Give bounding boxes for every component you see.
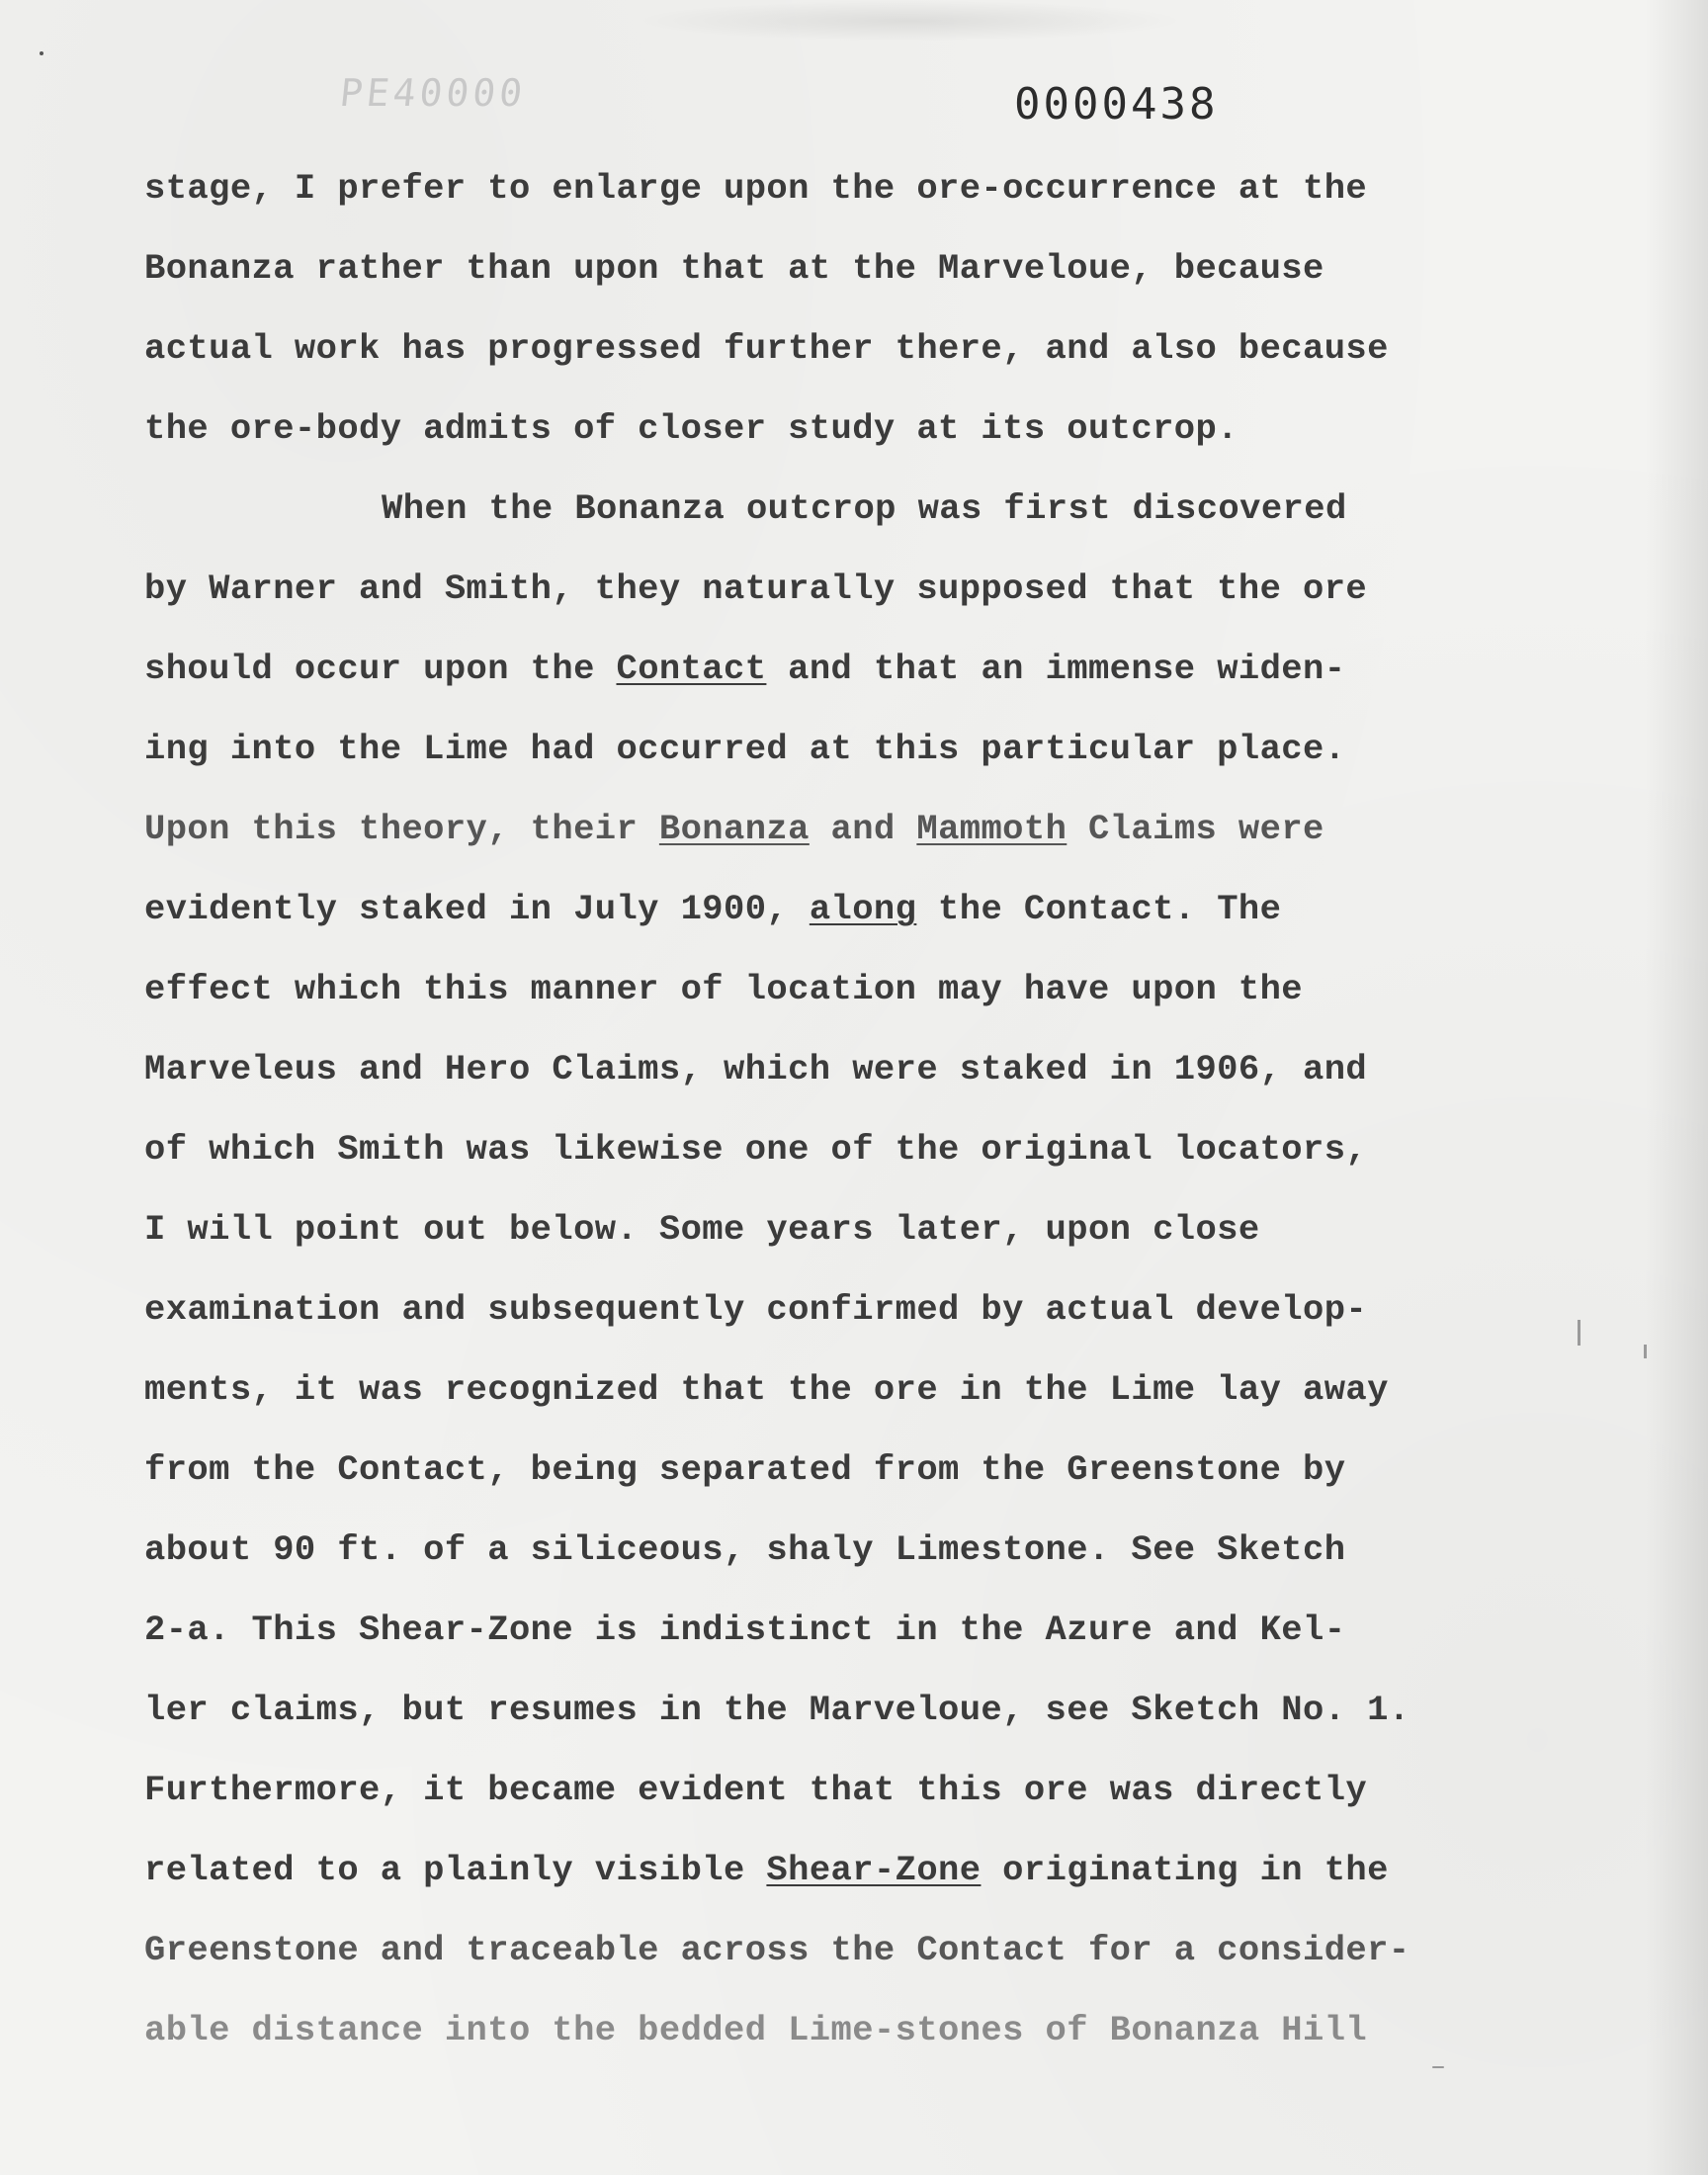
underlined-term: Contact [616, 649, 767, 689]
text-segment: related to a plainly visible [144, 1850, 767, 1890]
text-line [144, 1269, 1568, 1349]
text-segment: ler claims, but resumes in the Marveloue, see Sketch No. 1. [144, 1690, 1410, 1730]
text-segment: Greenstone and traceable across the Contact for a consider- [144, 1930, 1410, 1970]
document-number: 0000438 [1014, 79, 1219, 130]
faint-stamp: PE40000 [337, 71, 529, 115]
text-segment: ing into the Lime had occurred at this particular place. [144, 729, 1346, 769]
text-segment: and [809, 809, 917, 849]
scan-smudge [633, 0, 1186, 42]
text-line [144, 709, 1568, 789]
text-segment: I will point out below. Some years later, upon close [144, 1209, 1260, 1250]
text-segment: about 90 ft. of a siliceous, shaly Limestone. See Sketch [144, 1529, 1346, 1570]
text-segment: the Contact. The [916, 889, 1282, 929]
text-line [144, 549, 1568, 629]
text-segment: by Warner and Smith, they naturally supposed that the ore [144, 568, 1368, 609]
text-line [144, 1670, 1568, 1750]
underlined-term: along [809, 889, 917, 929]
text-line [144, 148, 1568, 228]
text-line [144, 1189, 1568, 1269]
text-segment: ments, it was recognized that the ore in the Lime lay away [144, 1369, 1389, 1410]
text-line [144, 869, 1568, 949]
text-line [144, 1510, 1568, 1590]
text-line [144, 1990, 1568, 2070]
text-segment: Marveleus and Hero Claims, which were staked in 1906, and [144, 1049, 1368, 1089]
text-segment: of which Smith was likewise one of the original locators, [144, 1129, 1368, 1170]
underlined-term: Mammoth [916, 809, 1068, 849]
text-segment: 2-a. This Shear-Zone is indistinct in the Azure and Kel- [144, 1610, 1346, 1650]
text-line [144, 629, 1568, 709]
text-segment: from the Contact, being separated from the Greenstone by [144, 1449, 1346, 1490]
margin-tick-mark [1578, 1320, 1580, 1346]
text-line [144, 1750, 1568, 1830]
text-line [144, 949, 1568, 1029]
text-segment: effect which this manner of location may have upon the [144, 969, 1303, 1009]
margin-tick-mark [1644, 1345, 1647, 1358]
underlined-term: Shear-Zone [766, 1850, 982, 1890]
text-line [144, 1910, 1568, 1990]
text-segment: Claims were [1067, 809, 1324, 849]
text-segment: Upon this theory, their [144, 809, 659, 849]
typed-text-body [144, 148, 1568, 2070]
text-line [144, 1109, 1568, 1189]
text-segment: and that an immense widen- [766, 649, 1346, 689]
scan-edge-shadow [1645, 0, 1708, 2175]
text-line [144, 1430, 1568, 1510]
text-segment: examination and subsequently confirmed by actual develop- [144, 1289, 1368, 1330]
text-segment: evidently staked in July 1900, [144, 889, 810, 929]
text-line [144, 389, 1568, 469]
text-segment: actual work has progressed further there, and also because [144, 328, 1389, 369]
paragraph-start-line [144, 469, 1568, 549]
text-line [144, 789, 1568, 869]
scan-speck [1432, 2066, 1444, 2068]
text-line [144, 1590, 1568, 1670]
text-line [144, 1830, 1568, 1910]
text-segment: Bonanza rather than upon that at the Marveloue, because [144, 248, 1324, 289]
text-segment: stage, I prefer to enlarge upon the ore-occurrence at the [144, 168, 1368, 209]
text-line [144, 1029, 1568, 1109]
underlined-term: Bonanza [658, 809, 810, 849]
text-segment: originating in the [981, 1850, 1389, 1890]
text-segment: When the Bonanza outcrop was first discovered [382, 488, 1347, 529]
text-segment: Furthermore, it became evident that this ore was directly [144, 1770, 1368, 1810]
text-segment: able distance into the bedded Lime-stones of Bonanza Hill [144, 2010, 1368, 2050]
text-segment: should occur upon the [144, 649, 617, 689]
text-line [144, 308, 1568, 389]
text-line [144, 1349, 1568, 1430]
scan-speck [40, 51, 43, 55]
text-segment: the ore-body admits of closer study at its outcrop. [144, 408, 1238, 449]
text-line [144, 228, 1568, 308]
